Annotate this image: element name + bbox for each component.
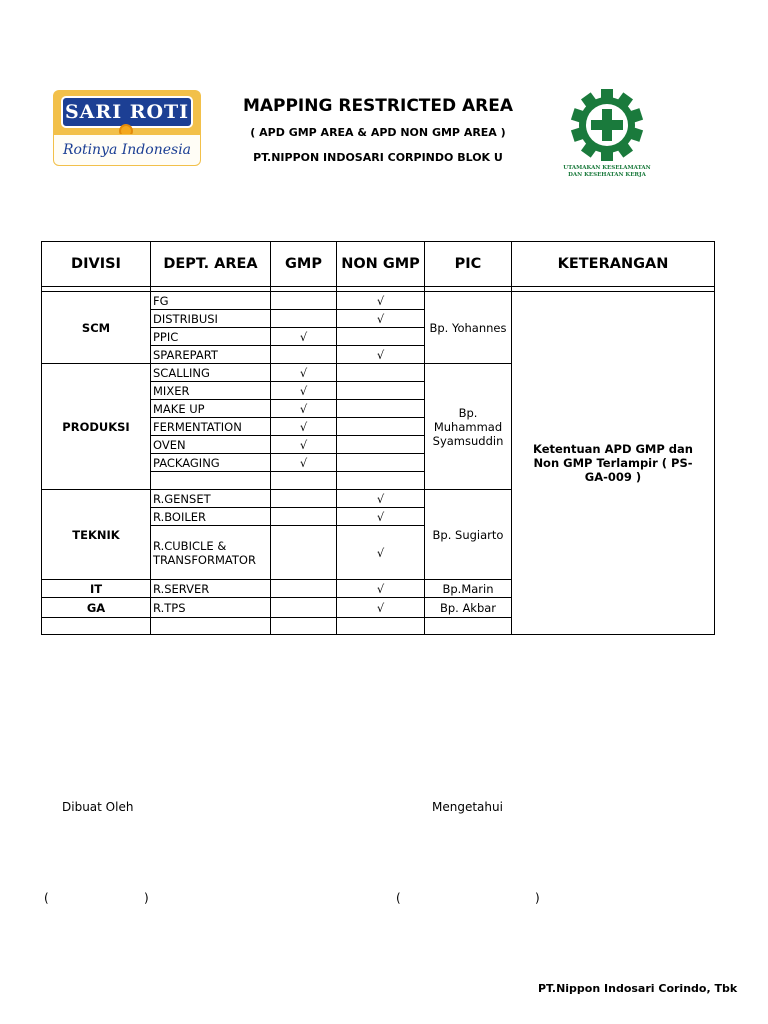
header-divisi: DIVISI [42, 242, 151, 287]
non-gmp-cell: √ [337, 580, 425, 598]
empty-cell [42, 618, 151, 635]
k3-gear-cross-icon [565, 88, 649, 162]
dept-cell [151, 472, 271, 490]
gmp-cell: √ [271, 436, 337, 454]
dept-cell: PACKAGING [151, 454, 271, 472]
made-by-label: Dibuat Oleh [62, 800, 134, 814]
non-gmp-cell [337, 364, 425, 382]
logo-brand-text: SARI ROTI [61, 96, 193, 128]
non-gmp-cell: √ [337, 490, 425, 508]
empty-cell [151, 618, 271, 635]
made-by-close-paren: ) [144, 891, 149, 905]
acknowledged-close-paren: ) [535, 891, 540, 905]
non-gmp-cell [337, 400, 425, 418]
non-gmp-cell: √ [337, 598, 425, 618]
gmp-cell: √ [271, 328, 337, 346]
header-gmp: GMP [271, 242, 337, 287]
non-gmp-cell [337, 454, 425, 472]
gmp-cell [271, 526, 337, 580]
gmp-cell [271, 346, 337, 364]
non-gmp-cell: √ [337, 526, 425, 580]
empty-cell [271, 618, 337, 635]
dept-cell: R.SERVER [151, 580, 271, 598]
dept-cell: MIXER [151, 382, 271, 400]
gmp-cell: √ [271, 382, 337, 400]
made-by-open-paren: ( [44, 891, 49, 905]
keterangan-note: Ketentuan APD GMP dan Non GMP Terlampir ( PS-GA-009 ) [512, 292, 715, 635]
sari-roti-logo [53, 90, 201, 168]
non-gmp-cell [337, 472, 425, 490]
division-teknik: TEKNIK [42, 490, 151, 580]
header-keterangan: KETERANGAN [512, 242, 715, 287]
non-gmp-cell: √ [337, 292, 425, 310]
k3-caption-line2: DAN KESEHATAN KERJA [568, 172, 646, 178]
acknowledged-label: Mengetahui [432, 800, 503, 814]
non-gmp-cell: √ [337, 508, 425, 526]
pic-teknik: Bp. Sugiarto [425, 490, 512, 580]
k3-logo [555, 88, 659, 180]
dept-cell: R.TPS [151, 598, 271, 618]
non-gmp-cell: √ [337, 346, 425, 364]
gmp-cell: √ [271, 400, 337, 418]
document-title: MAPPING RESTRICTED AREA [242, 96, 514, 116]
non-gmp-cell [337, 328, 425, 346]
gmp-cell: √ [271, 454, 337, 472]
division-ga: GA [42, 598, 151, 618]
dept-cell: R.CUBICLE & TRANSFORMATOR [151, 526, 271, 580]
table-header-row [42, 242, 715, 287]
gmp-cell [271, 310, 337, 328]
header-dept-area: DEPT. AREA [151, 242, 271, 287]
gmp-cell [271, 490, 337, 508]
dept-cell: MAKE UP [151, 400, 271, 418]
non-gmp-cell [337, 418, 425, 436]
document-company: PT.NIPPON INDOSARI CORPINDO BLOK U [253, 151, 503, 164]
k3-caption [555, 165, 659, 179]
empty-cell [425, 618, 512, 635]
dept-cell: R.GENSET [151, 490, 271, 508]
dept-cell: FERMENTATION [151, 418, 271, 436]
pic-scm: Bp. Yohannes [425, 292, 512, 364]
dept-cell: FG [151, 292, 271, 310]
dept-cell: DISTRIBUSI [151, 310, 271, 328]
empty-cell [337, 618, 425, 635]
dept-cell: PPIC [151, 328, 271, 346]
k3-caption-line1: UTAMAKAN KESELAMATAN [563, 165, 651, 171]
gmp-cell [271, 472, 337, 490]
non-gmp-cell [337, 382, 425, 400]
gmp-cell [271, 292, 337, 310]
acknowledged-open-paren: ( [396, 891, 401, 905]
gmp-cell [271, 580, 337, 598]
gmp-cell [271, 598, 337, 618]
division-it: IT [42, 580, 151, 598]
non-gmp-cell [337, 436, 425, 454]
non-gmp-cell: √ [337, 310, 425, 328]
dept-cell: SPAREPART [151, 346, 271, 364]
pic-produksi: Bp. Muhammad Syamsuddin [425, 364, 512, 490]
table-row [42, 292, 715, 310]
pic-ga: Bp. Akbar [425, 598, 512, 618]
dept-cell: SCALLING [151, 364, 271, 382]
division-scm: SCM [42, 292, 151, 364]
restricted-area-table [41, 241, 715, 635]
header-non-gmp: NON GMP [337, 242, 425, 287]
gmp-cell: √ [271, 418, 337, 436]
gmp-cell [271, 508, 337, 526]
dept-cell: OVEN [151, 436, 271, 454]
document-subtitle: ( APD GMP AREA & APD NON GMP AREA ) [250, 126, 506, 139]
footer-company: PT.Nippon Indosari Corindo, Tbk [538, 982, 738, 995]
dept-cell: R.BOILER [151, 508, 271, 526]
gmp-cell: √ [271, 364, 337, 382]
pic-it: Bp.Marin [425, 580, 512, 598]
division-produksi: PRODUKSI [42, 364, 151, 490]
header-pic: PIC [425, 242, 512, 287]
logo-tagline: Rotinya Indonesia [53, 134, 201, 166]
